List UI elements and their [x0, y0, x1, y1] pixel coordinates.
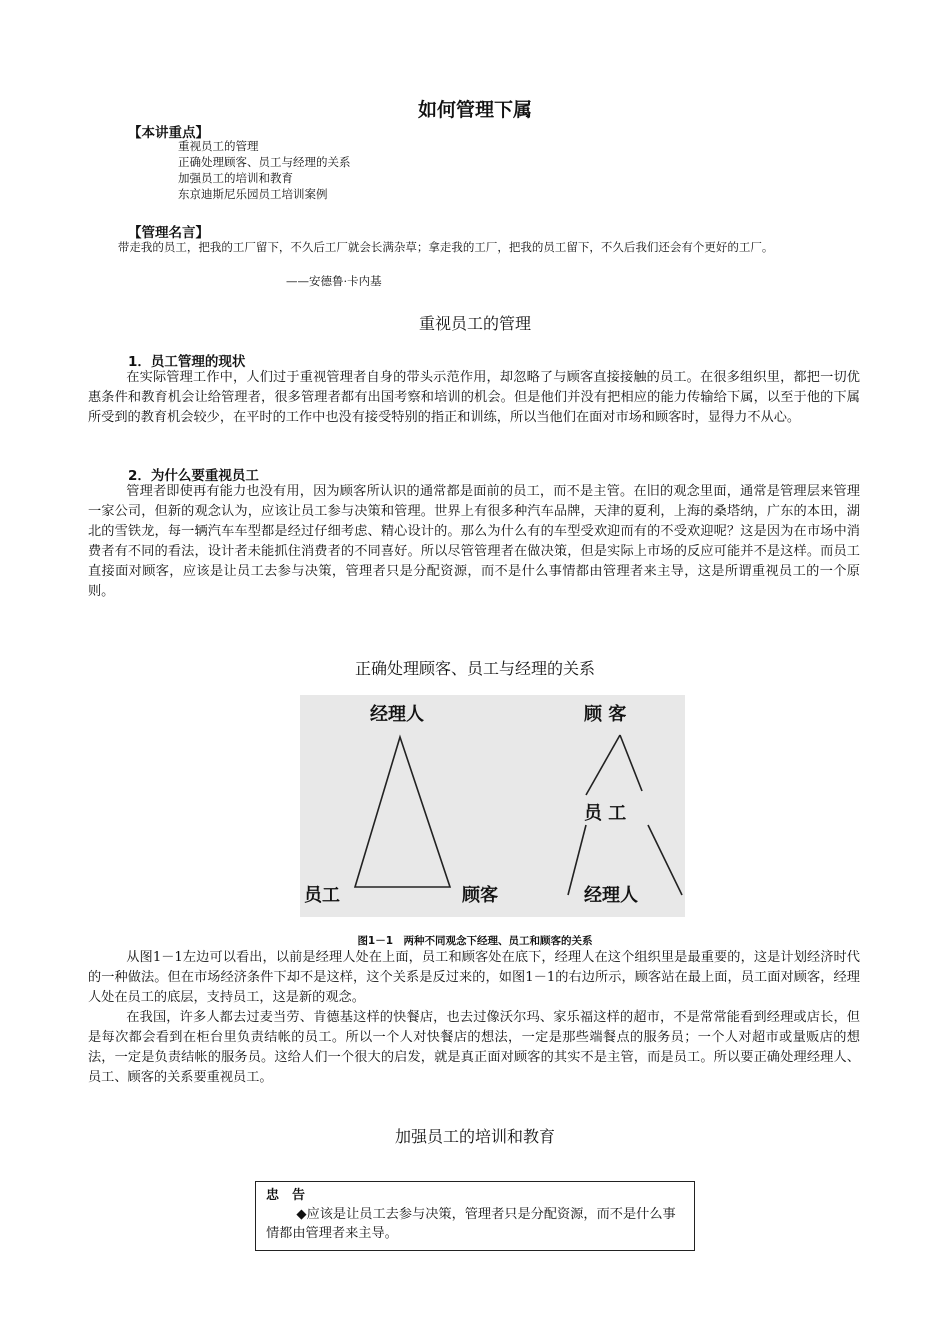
paragraph-current-status: 在实际管理工作中，人们过于重视管理者自身的带头示范作用，却忽略了与顾客直接接触的员工。在很多组织里，都把一切优惠条件和教育机会让给管理者，很多管理者都有出国考察和培训的机会。但是他们并没有把相应的能力传输给下属，以至于他的下属所受到的教育机会较少，在平时的工作中也没有接受特别的指正和训练，所以当他们在面对市场和顾客时，显得力不从心。 [88, 370, 860, 425]
relationship-diagram [300, 695, 685, 917]
subheading-current-status: 1．员工管理的现状 [128, 354, 246, 370]
key-point-item: 加强员工的培训和教育 [178, 171, 293, 185]
right-bottom-label: 经理人 [584, 885, 638, 906]
key-point-item: 重视员工的管理 [178, 139, 259, 153]
paragraph-fast-food-example: 在我国，许多人都去过麦当劳、肯德基这样的快餐店，也去过像沃尔玛、家乐福这样的超市，不是常常能看到经理或店长，但是每次都会看到在柜台里负责结帐的员工。所以一个人对快餐店的想法，一定是那些端餐点的服务员；一个人对超市或量贩店的想法，一定是负责结帐的服务员。这给人们一个很大的启发，就是真正面对顾客的其实不是主管，而是员工。所以要正确处理经理人、员工、顾客的关系要重视员工。 [88, 1010, 860, 1085]
advice-heading: 忠 告 [266, 1188, 306, 1203]
right-line-b [620, 735, 642, 791]
left-top-label: 经理人 [370, 704, 424, 725]
relationship-figure [300, 695, 685, 917]
relations-paragraphs [88, 948, 860, 1088]
page-title: 如何管理下属 [417, 99, 532, 121]
right-top-label: 顾 客 [584, 704, 627, 725]
left-triangle [355, 737, 450, 887]
section-heading-training: 加强员工的培训和教育 [394, 1127, 555, 1146]
section-heading-relations: 正确处理顾客、员工与经理的关系 [354, 659, 595, 678]
section-heading-value-employees: 重视员工的管理 [418, 314, 531, 333]
key-points-label: 【本讲重点】 [128, 125, 209, 141]
right-line-a [586, 735, 620, 795]
left-bottom-left-label: 员工 [304, 885, 340, 906]
advice-text: ◆应该是让员工去参与决策，管理者只是分配资源，而不是什么事情都由管理者来主导。 [266, 1207, 676, 1241]
key-point-item: 东京迪斯尼乐园员工培训案例 [178, 187, 328, 201]
right-line-d [648, 825, 682, 895]
paragraph-why-value: 管理者即使再有能力也没有用，因为顾客所认识的通常都是面前的员工，而不是主管。在旧的观念里面，通常是管理层来管理一家公司，但新的观念认为，应该让员工参与决策和管理。世界上有很多种汽车品牌，天津的夏利，上海的桑塔纳，广东的本田，湖北的雪铁龙，每一辆汽车车型都是经过仔细考虑、精心设计的。那么为什么有的车型受欢迎而有的不受欢迎呢？这是因为在市场中消费者有不同的看法，设计者未能抓住消费者的不同喜好。所以尽管管理者在做决策，但是实际上市场的反应可能并不是这样。而员工直接面对顾客，应该是让员工去参与决策，管理者只是分配资源，而不是什么事情都由管理者来主导，这是所谓重视员工的一个原则。 [88, 484, 860, 599]
paragraph-figure-explanation: 从图1－1左边可以看出，以前是经理人处在上面，员工和顾客处在底下，经理人在这个组织里是最重要的，这是计划经济时代的一种做法。但在市场经济条件下却不是这样，这个关系是反过来的，如图1－1的右边所示，顾客站在最上面，员工面对顾客，经理人处在员工的底层，支持员工，这是新的观念。 [88, 950, 860, 1005]
quote-label: 【管理名言】 [128, 225, 209, 241]
key-points-list [178, 138, 351, 202]
subheading-why-value: 2．为什么要重视员工 [128, 468, 259, 484]
quote-author: ——安德鲁·卡内基 [286, 274, 382, 288]
quote-text: 带走我的员工，把我的工厂留下，不久后工厂就会长满杂草；拿走我的工厂，把我的员工留下，不久后我们还会有个更好的工厂。 [117, 240, 774, 254]
figure-caption: 图1－1 两种不同观念下经理、员工和顾客的关系 [357, 935, 593, 947]
advice-box [255, 1181, 695, 1251]
left-bottom-right-label: 顾客 [462, 885, 498, 906]
key-point-item: 正确处理顾客、员工与经理的关系 [178, 155, 351, 169]
right-middle-label: 员 工 [584, 803, 627, 824]
